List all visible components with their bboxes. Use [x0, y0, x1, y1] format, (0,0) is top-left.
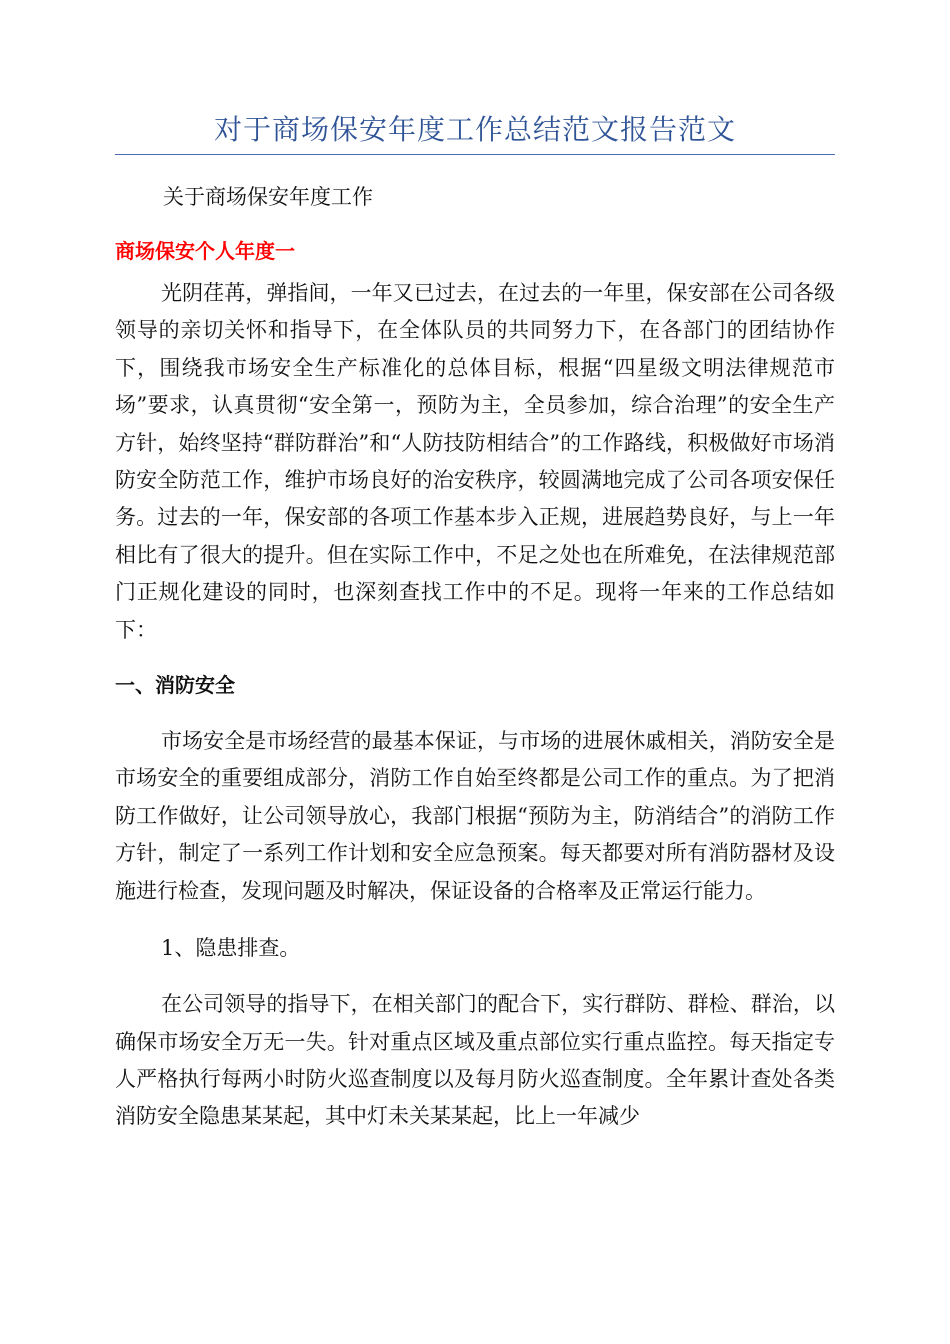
- hazard-inspection-paragraph: 在公司领导的指导下，在相关部门的配合下，实行群防、群检、群治，以确保市场安全万无一失。针对重点区域及重点部位实行重点监控。每天指定专人严格执行每两小时防火巡查制度以及每月防火巡查制度。全年累计查处各类消防安全隐患某某起，其中灯未关某某起，比上一年减少: [115, 992, 835, 1129]
- fire-safety-paragraph: 市场安全是市场经营的最基本保证，与市场的进展休戚相关，消防安全是市场安全的重要组成部分，消防工作自始至终都是公司工作的重点。为了把消防工作做好，让公司领导放心，我部门根据“预防为主，防消结合”的消防工作方针，制定了一系列工作计划和安全应急预案。每天都要对所有消防器材及设施进行检查，发现问题及时解决，保证设备的合格率及正常运行能力。: [115, 729, 835, 903]
- intro-paragraph: 光阴荏苒，弹指间，一年又已过去，在过去的一年里，保安部在公司各级领导的亲切关怀和指导下，在全体队员的共同努力下，在各部门的团结协作下，围绕我市场安全生产标准化的总体目标，根据“四星级文明法律规范市场”要求，认真贯彻“安全第一，预防为主，全员参加，综合治理”的安全生产方针，始终坚持“群防群治”和“人防技防相结合”的工作路线，积极做好市场消防安全防范工作，维护市场良好的治安秩序，较圆满地完成了公司各项安保任务。过去的一年，保安部的各项工作基本步入正规，进展趋势良好，与上一年相比有了很大的提升。但在实际工作中，不足之处也在所难免，在法律规范部门正规化建设的同时，也深刻查找工作中的不足。现将一年来的工作总结如下：: [115, 281, 835, 642]
- document-subtitle: 关于商场保安年度工作: [163, 185, 373, 209]
- item-hazard-inspection: 1、隐患排查。: [161, 936, 301, 961]
- document-page: [115, 110, 835, 1136]
- section-heading-fire-safety: 一、消防安全: [115, 673, 235, 698]
- red-heading: 商场保安个人年度一: [115, 239, 295, 263]
- document-title: 对于商场保安年度工作总结范文报告范文: [115, 110, 835, 155]
